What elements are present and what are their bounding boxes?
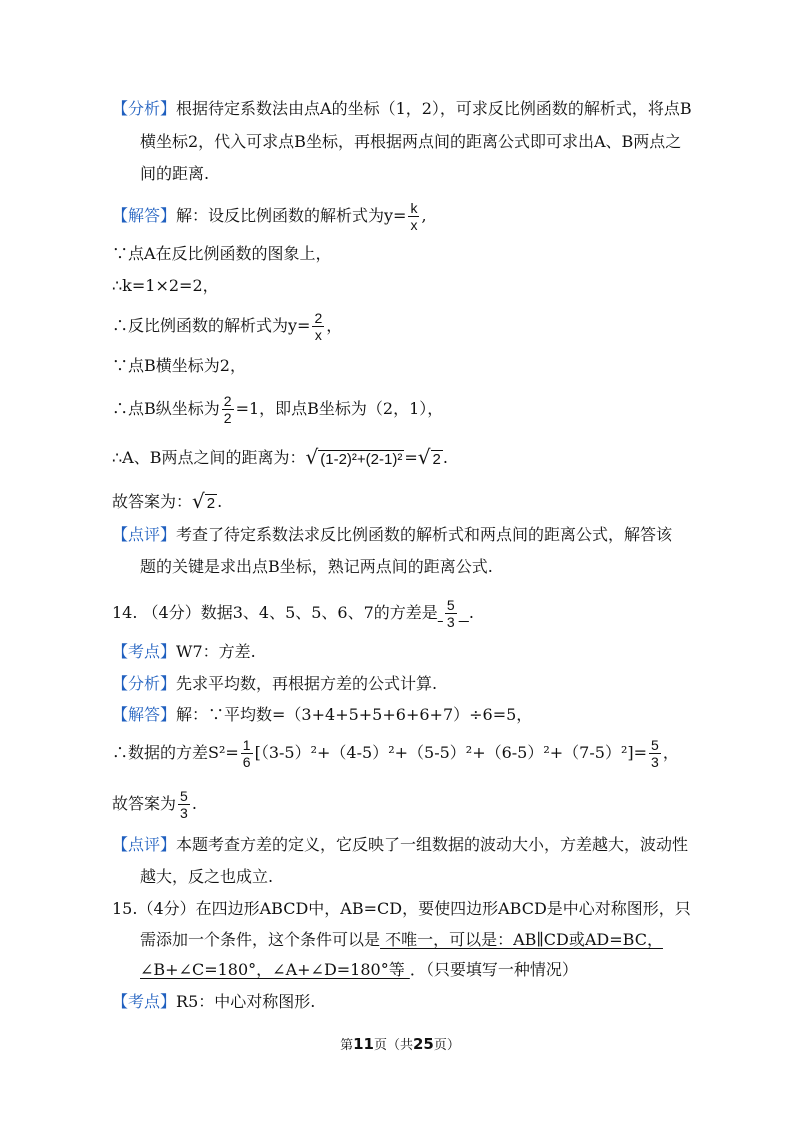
solution-line-1: 【解答】解：设反比例函数的解析式为y= $\frac{k}{x}$ ,	[112, 200, 427, 233]
solution-step-5: ∵点B横坐标为2，	[112, 356, 246, 375]
answer-blank-15a: 不唯一，可以是：AB∥CD或AD=BC，	[380, 930, 663, 949]
solution-step-2: ∵点A在反比例函数的图象上，	[112, 244, 332, 263]
fraction-2-over-2: $\frac{2}{2}$	[223, 393, 232, 426]
fraction-k-over-x: $\frac{k}{x}$	[410, 200, 418, 233]
solution-step-4: ∴反比例函数的解析式为y= $\frac{2}{x}$ ，	[112, 310, 343, 343]
answer-blank-14: $\frac{5}{3}$	[446, 597, 455, 630]
answer-blank-15b: ∠B+∠C=180°，∠A+∠D=180°等	[140, 960, 410, 979]
answer-14: 故答案为 $\frac{5}{3}$ .	[112, 788, 197, 821]
question-15-line-1: 15.（4分）在四边形ABCD中，AB=CD，要使四边形ABCD是中心对称图形，只	[112, 899, 691, 918]
fraction-1-over-6: $\frac{1}{6}$	[242, 737, 251, 770]
solution-step-7: ∴A、B两点之间的距离为：√ (1-2)²+(2-1)² =√ 2 .	[112, 445, 448, 469]
analysis-line-1: 【分析】根据待定系数法由点A的坐标（1，2），可求反比例函数的解析式，将点B	[112, 99, 692, 118]
point-15: 【考点】R5：中心对称图形.	[112, 992, 316, 1011]
sqrt-2-answer: √ 2	[192, 489, 216, 513]
answer-line: 故答案为：√ 2 .	[112, 489, 223, 513]
analysis-line-3: 间的距离.	[140, 164, 210, 183]
fraction-5-over-3: $\frac{5}{3}$	[651, 737, 659, 770]
analysis-14: 【分析】先求平均数，再根据方差的公式计算.	[112, 674, 438, 693]
fraction-5-over-3-answer: $\frac{5}{3}$	[180, 788, 188, 821]
review-line-2: 题的关键是求出点B坐标，熟记两点间的距离公式.	[140, 557, 493, 576]
fraction-2-over-x: $\frac{2}{x}$	[314, 310, 323, 343]
question-15-line-2: 需添加一个条件，这个条件可以是 不唯一，可以是：AB∥CD或AD=BC，	[140, 930, 663, 949]
review-14-line-2: 越大，反之也成立.	[140, 867, 274, 886]
review-14-line-1: 【点评】本题考查方差的定义，它反映了一组数据的波动大小，方差越大，波动性	[112, 835, 689, 854]
solution-14-line-2: ∴数据的方差S²= $\frac{1}{6}$ [（3-5）²+（4-5）²+（5-5）²+（6-5）²+（7-5）²]= $\frac{5}{3}$ ，	[112, 737, 679, 770]
question-15-line-3: ∠B+∠C=180°，∠A+∠D=180°等 ．（只要填写一种情况）	[140, 960, 578, 979]
review-line-1: 【点评】考查了待定系数法求反比例函数的解析式和两点间的距离公式，解答该	[112, 525, 673, 544]
sqrt-distance: √ (1-2)²+(2-1)²	[305, 445, 403, 469]
solution-step-3: ∴k=1×2=2，	[112, 276, 219, 295]
analysis-line-2: 横坐标2，代入可求点B坐标，再根据两点间的距离公式即可求出A、B两点之	[140, 132, 682, 151]
sqrt-2: √ 2	[417, 445, 441, 469]
solution-step-6: ∴点B纵坐标为 $\frac{2}{2}$ =1，即点B坐标为（2，1），	[112, 393, 444, 426]
page-footer: 第11页（共25页）	[340, 1035, 460, 1053]
question-14: 14. （4分）数据3、4、5、5、6、7的方差是 $\frac{5}{3}$ .	[112, 597, 474, 630]
solution-14-line-1: 【解答】解：∵平均数=（3+4+5+5+6+6+7）÷6=5，	[112, 705, 533, 724]
point-14: 【考点】W7：方差.	[112, 642, 256, 661]
